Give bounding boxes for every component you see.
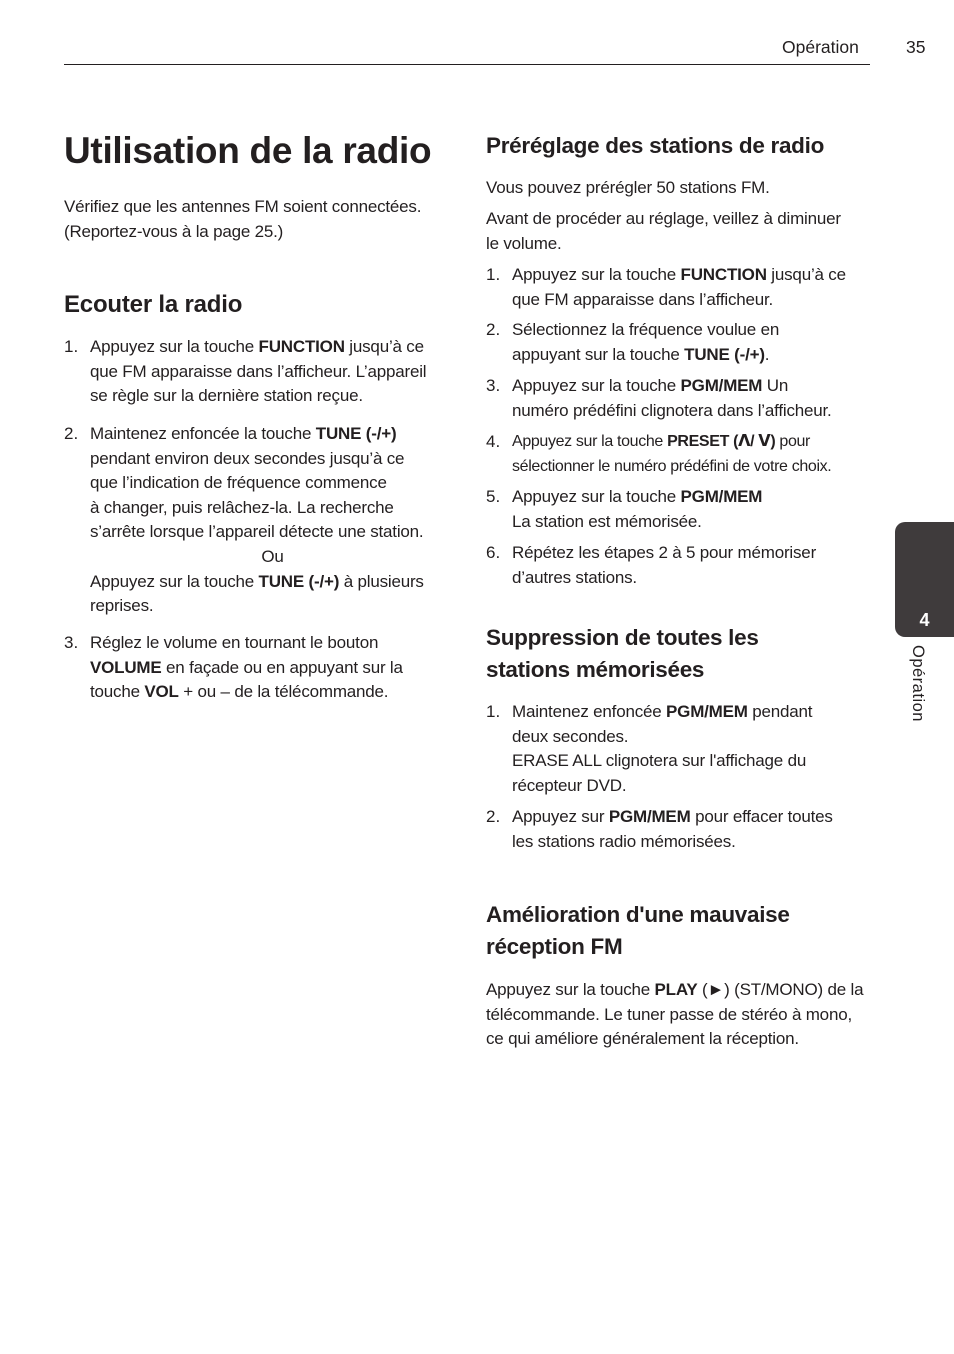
chapter-number: 4 — [919, 610, 930, 630]
list-item: Réglez le volume en tournant le bouton VOLUME en façade ou en appuyant sur la touche VOL + ou – de la télécommande. — [90, 633, 403, 702]
list-item-number: 6. — [486, 543, 501, 562]
chapter-tab — [895, 522, 954, 637]
erase-heading: Suppression de toutes les stations mémorisées — [486, 625, 759, 682]
list-item-number: 1. — [64, 337, 79, 356]
intro-text: Vérifiez que les antennes FM soient connectées. (Reportez-vous à la page 25.) — [64, 197, 422, 241]
list-item-number: 5. — [486, 487, 501, 506]
preset-heading: Préréglage des stations de radio — [486, 133, 825, 158]
list-item-number: 4. — [486, 432, 501, 451]
list-item: Appuyez sur la touche FUNCTION jusqu’à ce que FM apparaisse dans l’afficheur. L’appareil se règle sur la dernière station reçue. — [90, 337, 427, 406]
list-item: Répétez les étapes 2 à 5 pour mémoriser d’autres stations. — [512, 543, 817, 587]
list-item: Appuyez sur la touche PGM/MEM Un numéro prédéfini clignotera dans l’afficheur. — [512, 376, 832, 420]
preset-intro: Vous pouvez prérégler 50 stations FM. — [486, 178, 770, 197]
preset-intro-volume: Avant de procéder au réglage, veillez à diminuer le volume. — [486, 209, 841, 253]
fm-heading: Amélioration d'une mauvaise réception FM — [486, 902, 790, 959]
list-item-number: 2. — [64, 424, 79, 443]
fm-text: Appuyez sur la touche PLAY (►) (ST/MONO) de la télécommande. Le tuner passe de stéréo à mono, ce qui améliore généralement la réception. — [486, 980, 864, 1049]
list-item-number: 1. — [486, 265, 501, 284]
list-item-number: 3. — [64, 633, 79, 652]
list-item-number: 3. — [486, 376, 501, 395]
list-item: Appuyez sur PGM/MEM pour effacer toutes les stations radio mémorisées. — [512, 807, 833, 851]
list-item: Appuyez sur la touche FUNCTION jusqu’à ce que FM apparaisse dans l’afficheur. — [512, 265, 846, 309]
page-number: 35 — [906, 37, 926, 57]
page-title: Utilisation de la radio — [64, 130, 432, 171]
list-item: Appuyez sur la touche PRESET (ᐱ/ ᐯ) pour sélectionner le numéro prédéfini de votre choix. — [512, 433, 832, 475]
list-item: Appuyez sur la touche PGM/MEM La station est mémorisée. — [512, 487, 763, 531]
list-item: Maintenez enfoncée la touche TUNE (-/+) pendant environ deux secondes jusqu’à ce que l’indication de fréquence commence à changer, puis relâchez-la. La recherche s’arrête lorsque l’appareil détecte une station. Ou Appuyez sur la touche TUNE (-/+) à plusieurs reprises. — [90, 424, 424, 616]
list-item: Maintenez enfoncée PGM/MEM pendant deux secondes. ERASE ALL clignotera sur l'affichage du récepteur DVD. — [512, 702, 813, 795]
listen-heading: Ecouter la radio — [64, 291, 243, 318]
header-rule — [64, 64, 870, 65]
list-item: Sélectionnez la fréquence voulue en appuyant sur la touche TUNE (-/+). — [512, 320, 780, 364]
list-item-number: 2. — [486, 807, 501, 826]
list-item-number: 2. — [486, 320, 501, 339]
list-item-number: 1. — [486, 702, 501, 721]
header-section-label: Opération — [782, 37, 859, 57]
